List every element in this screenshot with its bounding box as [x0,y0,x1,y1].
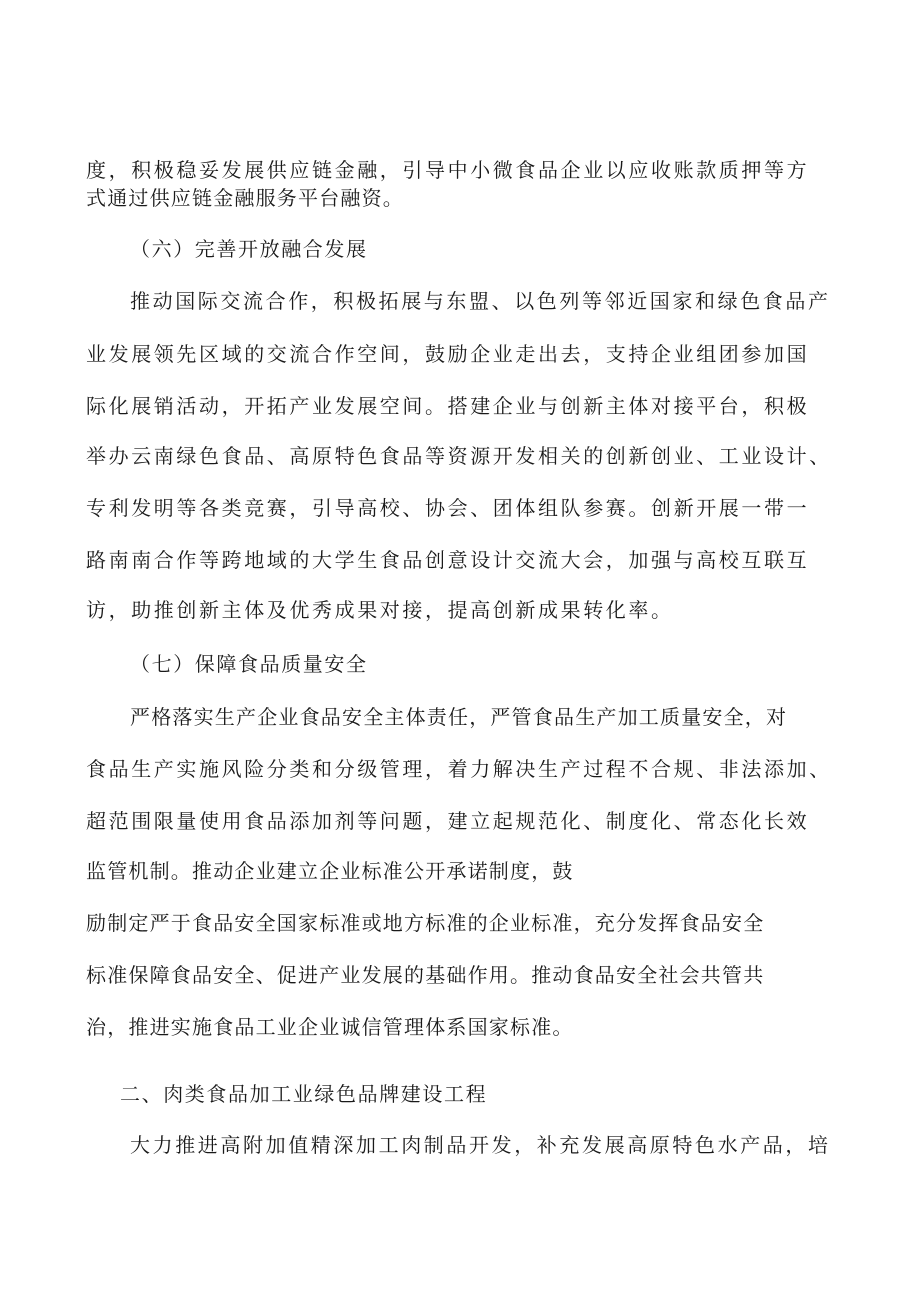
paragraph-3-line-3: 超范围限量使用食品添加剂等问题，建立起规范化、制度化、常态化长效 [86,809,810,833]
paragraph-2-line-6: 路南南合作等跨地域的大学生食品创意设计交流大会，加强与高校互联互 [86,548,810,572]
paragraph-2-line-2: 业发展领先区域的交流合作空间，鼓励企业走出去，支持企业组团参加国 [86,342,810,366]
paragraph-3-line-5: 励制定严于食品安全国家标准或地方标准的企业标准，充分发挥食品安全 [86,911,765,935]
paragraph-3-line-1: 严格落实生产企业食品安全主体责任，严管食品生产加工质量安全，对 [130,705,788,729]
paragraph-4-line-1: 大力推进高附加值精深加工肉制品开发，补充发展高原特色水产品，培 [130,1133,831,1157]
paragraph-1-line-1: 度，积极稳妥发展供应链金融，引导中小微食品企业以应收账款质押等方 [86,158,810,182]
paragraph-2-line-7: 访，助推创新主体及优秀成果对接，提高创新成果转化率。 [86,598,674,622]
paragraph-2-line-3: 际化展销活动，开拓产业发展空间。搭建企业与创新主体对接平台，积极 [86,394,810,418]
paragraph-2-line-1: 推动国际交流合作，积极拓展与东盟、以色列等邻近国家和绿色食品产 [130,289,831,313]
chapter-2-heading: 二、肉类食品加工业绿色品牌建设工程 [120,1082,488,1106]
paragraph-2-line-5: 专利发明等各类竞赛，引导高校、协会、团体组队参赛。创新开展一带一 [86,496,810,520]
paragraph-3-line-7: 治，推进实施食品工业企业诚信管理体系国家标准。 [86,1015,574,1039]
paragraph-3-line-2: 食品生产实施风险分类和分级管理，着力解决生产过程不合规、非法添加、 [86,757,832,781]
section-6-heading: （六）完善开放融合发展 [130,237,368,261]
section-7-heading: （七）保障食品质量安全 [130,652,368,676]
paragraph-2-line-4: 举办云南绿色食品、高原特色食品等资源开发相关的创新创业、工业设计、 [86,444,832,468]
paragraph-3-line-4: 监管机制。推动企业建立企业标准公开承诺制度，鼓 [86,859,574,883]
paragraph-1-line-2: 式通过供应链金融服务平台融资。 [86,186,404,210]
paragraph-3-line-6: 标准保障食品安全、促进产业发展的基础作用。推动食品安全社会共管共 [86,963,765,987]
